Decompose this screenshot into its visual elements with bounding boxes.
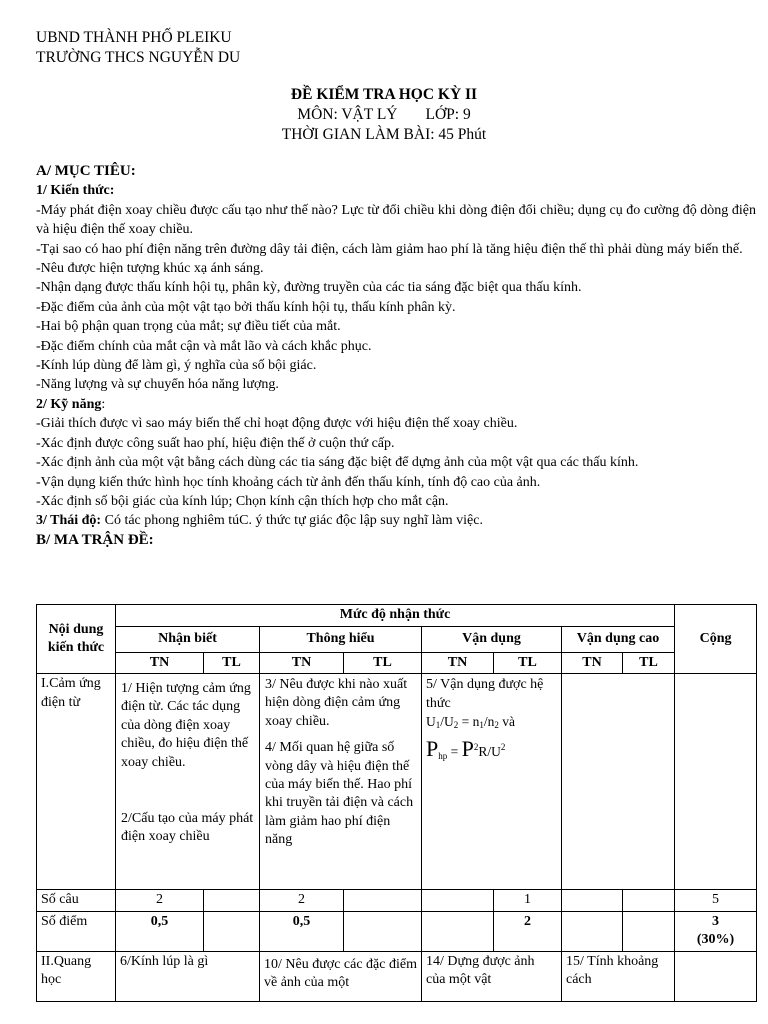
count-value: 1: [494, 890, 562, 912]
header-tn: TN: [562, 652, 623, 674]
apply-item-5: 5/ Vận dụng được hệ thức: [426, 677, 544, 711]
power-loss-formula: $P_{hp} = P^2R/U^2$: [426, 736, 506, 761]
knowledge-item: -Máy phát điện xoay chiều được cấu tạo như thế nào? Lực từ đổi chiều khi dòng điện đổi chiều; dụng cụ đo cường độ dòng điện và hiệu điện thế xoay chiều.: [36, 202, 756, 238]
count-value: [344, 890, 422, 912]
header-level-apply-high: Vận dụng cao: [562, 626, 675, 652]
knowledge-item: -Đặc điểm chính của mắt cận và mắt lão và cách khắc phục.: [36, 338, 372, 354]
apply-cell: [422, 674, 562, 890]
attitude-heading: 3/ Thái độ:: [36, 513, 102, 529]
count-value: [562, 890, 623, 912]
topic-cell: I.Cảm ứng điện từ: [37, 674, 116, 890]
exam-time: THỜI GIAN LÀM BÀI: 45 Phút: [281, 126, 487, 143]
points-total-percent: (30%): [696, 932, 735, 947]
count-value: [623, 890, 675, 912]
header-line-2: TRƯỜNG THCS NGUYỄN DU: [36, 49, 241, 66]
points-value: 0,5: [260, 911, 344, 951]
total-cell: [675, 674, 757, 890]
understand-cell: 10/ Nêu được các đặc điểm về ảnh của một: [260, 951, 422, 1001]
ratio-formula: U1/U2 = n1/n2 và: [426, 714, 516, 730]
count-value: 2: [116, 890, 204, 912]
exam-subject: MÔN: VẬT LÝ: [297, 106, 398, 123]
recognize-item-1: 1/ Hiện tượng cảm ứng điện từ. Các tác dụng của dòng điện xoay chiều, đo hiệu điện thế xoay chiều.: [121, 681, 251, 770]
exam-grade: LỚP: 9: [425, 106, 471, 123]
skill-item: -Xác định được công suất hao phí, hiệu điện thế ở cuộn thứ cấp.: [36, 435, 395, 451]
header-level-understand: Thông hiểu: [260, 626, 422, 652]
section-a-heading: A/ MỤC TIÊU:: [36, 163, 136, 179]
objectives-section: [36, 162, 756, 550]
header-total: Cộng: [675, 605, 757, 674]
points-total-value: 3: [712, 913, 720, 929]
skills-colon: :: [101, 396, 106, 412]
skill-item: -Giải thích được vì sao máy biến thế chỉ hoạt động được với hiệu điện thế xoay chiều.: [36, 416, 518, 432]
points-value: [623, 911, 675, 951]
points-total: [675, 911, 757, 951]
total-cell: [675, 951, 757, 1001]
count-value: [204, 890, 260, 912]
header-tl: TL: [344, 652, 422, 674]
points-value: [204, 911, 260, 951]
attitude-line: [36, 511, 756, 530]
header-tn: TN: [422, 652, 494, 674]
apply-cell: 14/ Dựng được ảnh của một vật: [422, 951, 562, 1001]
recognize-item-2: 2/Cấu tạo của máy phát điện xoay chiều: [121, 811, 254, 845]
recognize-cell: [116, 674, 260, 890]
knowledge-item: -Nêu được hiện tượng khúc xạ ánh sáng.: [36, 261, 264, 277]
school-header: [36, 28, 240, 68]
points-value: 2: [494, 911, 562, 951]
count-label: Số câu: [37, 890, 116, 912]
knowledge-item: -Kính lúp dùng để làm gì, ý nghĩa của số bội giác.: [36, 358, 317, 374]
attitude-text: Có tác phong nghiêm túC. ý thức tự giác độc lập suy nghĩ làm việc.: [101, 513, 483, 529]
understand-cell: [260, 674, 422, 890]
points-value: [422, 911, 494, 951]
understand-item-4: 4/ Mối quan hệ giữa số vòng dây và hiệu điện thế của máy biến thế. Hao phí khi truyền tải điện và cách làm giảm hao phí điện năng: [265, 740, 414, 848]
knowledge-item: -Nhận dạng được thấu kính hội tụ, phân kỳ, đường truyền của các tia sáng đặc biệt qua thấu kính.: [36, 280, 582, 296]
header-levels: Mức độ nhận thức: [116, 605, 675, 627]
skills-heading-line: [36, 395, 756, 414]
knowledge-item: -Năng lượng và sự chuyển hóa năng lượng.: [36, 377, 279, 393]
exam-matrix-table: [36, 604, 757, 1002]
topic-cell: II.Quang học: [37, 951, 116, 1001]
knowledge-item: -Đặc điểm của ảnh của một vật tạo bởi thấu kính hội tụ, thấu kính phân kỳ.: [36, 299, 456, 315]
skill-item: -Vận dụng kiến thức hình học tính khoảng cách từ ảnh đến thấu kính, tính độ cao của ảnh.: [36, 474, 541, 490]
header-tl: TL: [204, 652, 260, 674]
header-tl: TL: [623, 652, 675, 674]
section-b-heading: B/ MA TRẬN ĐỀ:: [36, 531, 154, 548]
understand-item-3: 3/ Nêu được khi nào xuất hiện dòng điện cảm ứng xoay chiều.: [265, 677, 408, 729]
points-value: [562, 911, 623, 951]
skill-item: -Xác định số bội giác của kính lúp; Chọn kính cận thích hợp cho mắt cận.: [36, 493, 449, 509]
knowledge-item: -Hai bộ phận quan trọng của mắt; sự điều tiết của mắt.: [36, 319, 341, 335]
points-value: [344, 911, 422, 951]
header-line-1: UBND THÀNH PHỐ PLEIKU: [36, 29, 232, 46]
header-tn: TN: [116, 652, 204, 674]
header-topic: Nội dung kiến thức: [37, 605, 116, 674]
header-level-apply: Vận dụng: [422, 626, 562, 652]
header-tl: TL: [494, 652, 562, 674]
exam-title-main: ĐỀ KIỂM TRA HỌC KỲ II: [290, 86, 478, 103]
skills-heading: 2/ Kỹ năng: [36, 396, 102, 412]
count-value: [422, 890, 494, 912]
skill-item: -Xác định ảnh của một vật bằng cách dùng các tia sáng đặc biệt để dựng ảnh của một vật qua các thấu kính.: [36, 455, 639, 471]
knowledge-item: -Tại sao có hao phí điện năng trên đường dây tải điện, cách làm giảm hao phí là tăng hiệu điện thế thì phải dùng máy biến thế.: [36, 241, 743, 257]
exam-subject-line: [0, 105, 768, 125]
knowledge-heading: 1/ Kiến thức:: [36, 183, 115, 199]
header-tn: TN: [260, 652, 344, 674]
header-level-recognize: Nhận biết: [116, 626, 260, 652]
count-total: 5: [675, 890, 757, 912]
apply-high-cell: 15/ Tính khoảng cách: [562, 951, 675, 1001]
count-value: 2: [260, 890, 344, 912]
exam-title: [0, 85, 768, 145]
points-value: 0,5: [116, 911, 204, 951]
recognize-cell: 6/Kính lúp là gì: [116, 951, 260, 1001]
points-label: Số điểm: [37, 911, 116, 951]
apply-high-cell: [562, 674, 675, 890]
